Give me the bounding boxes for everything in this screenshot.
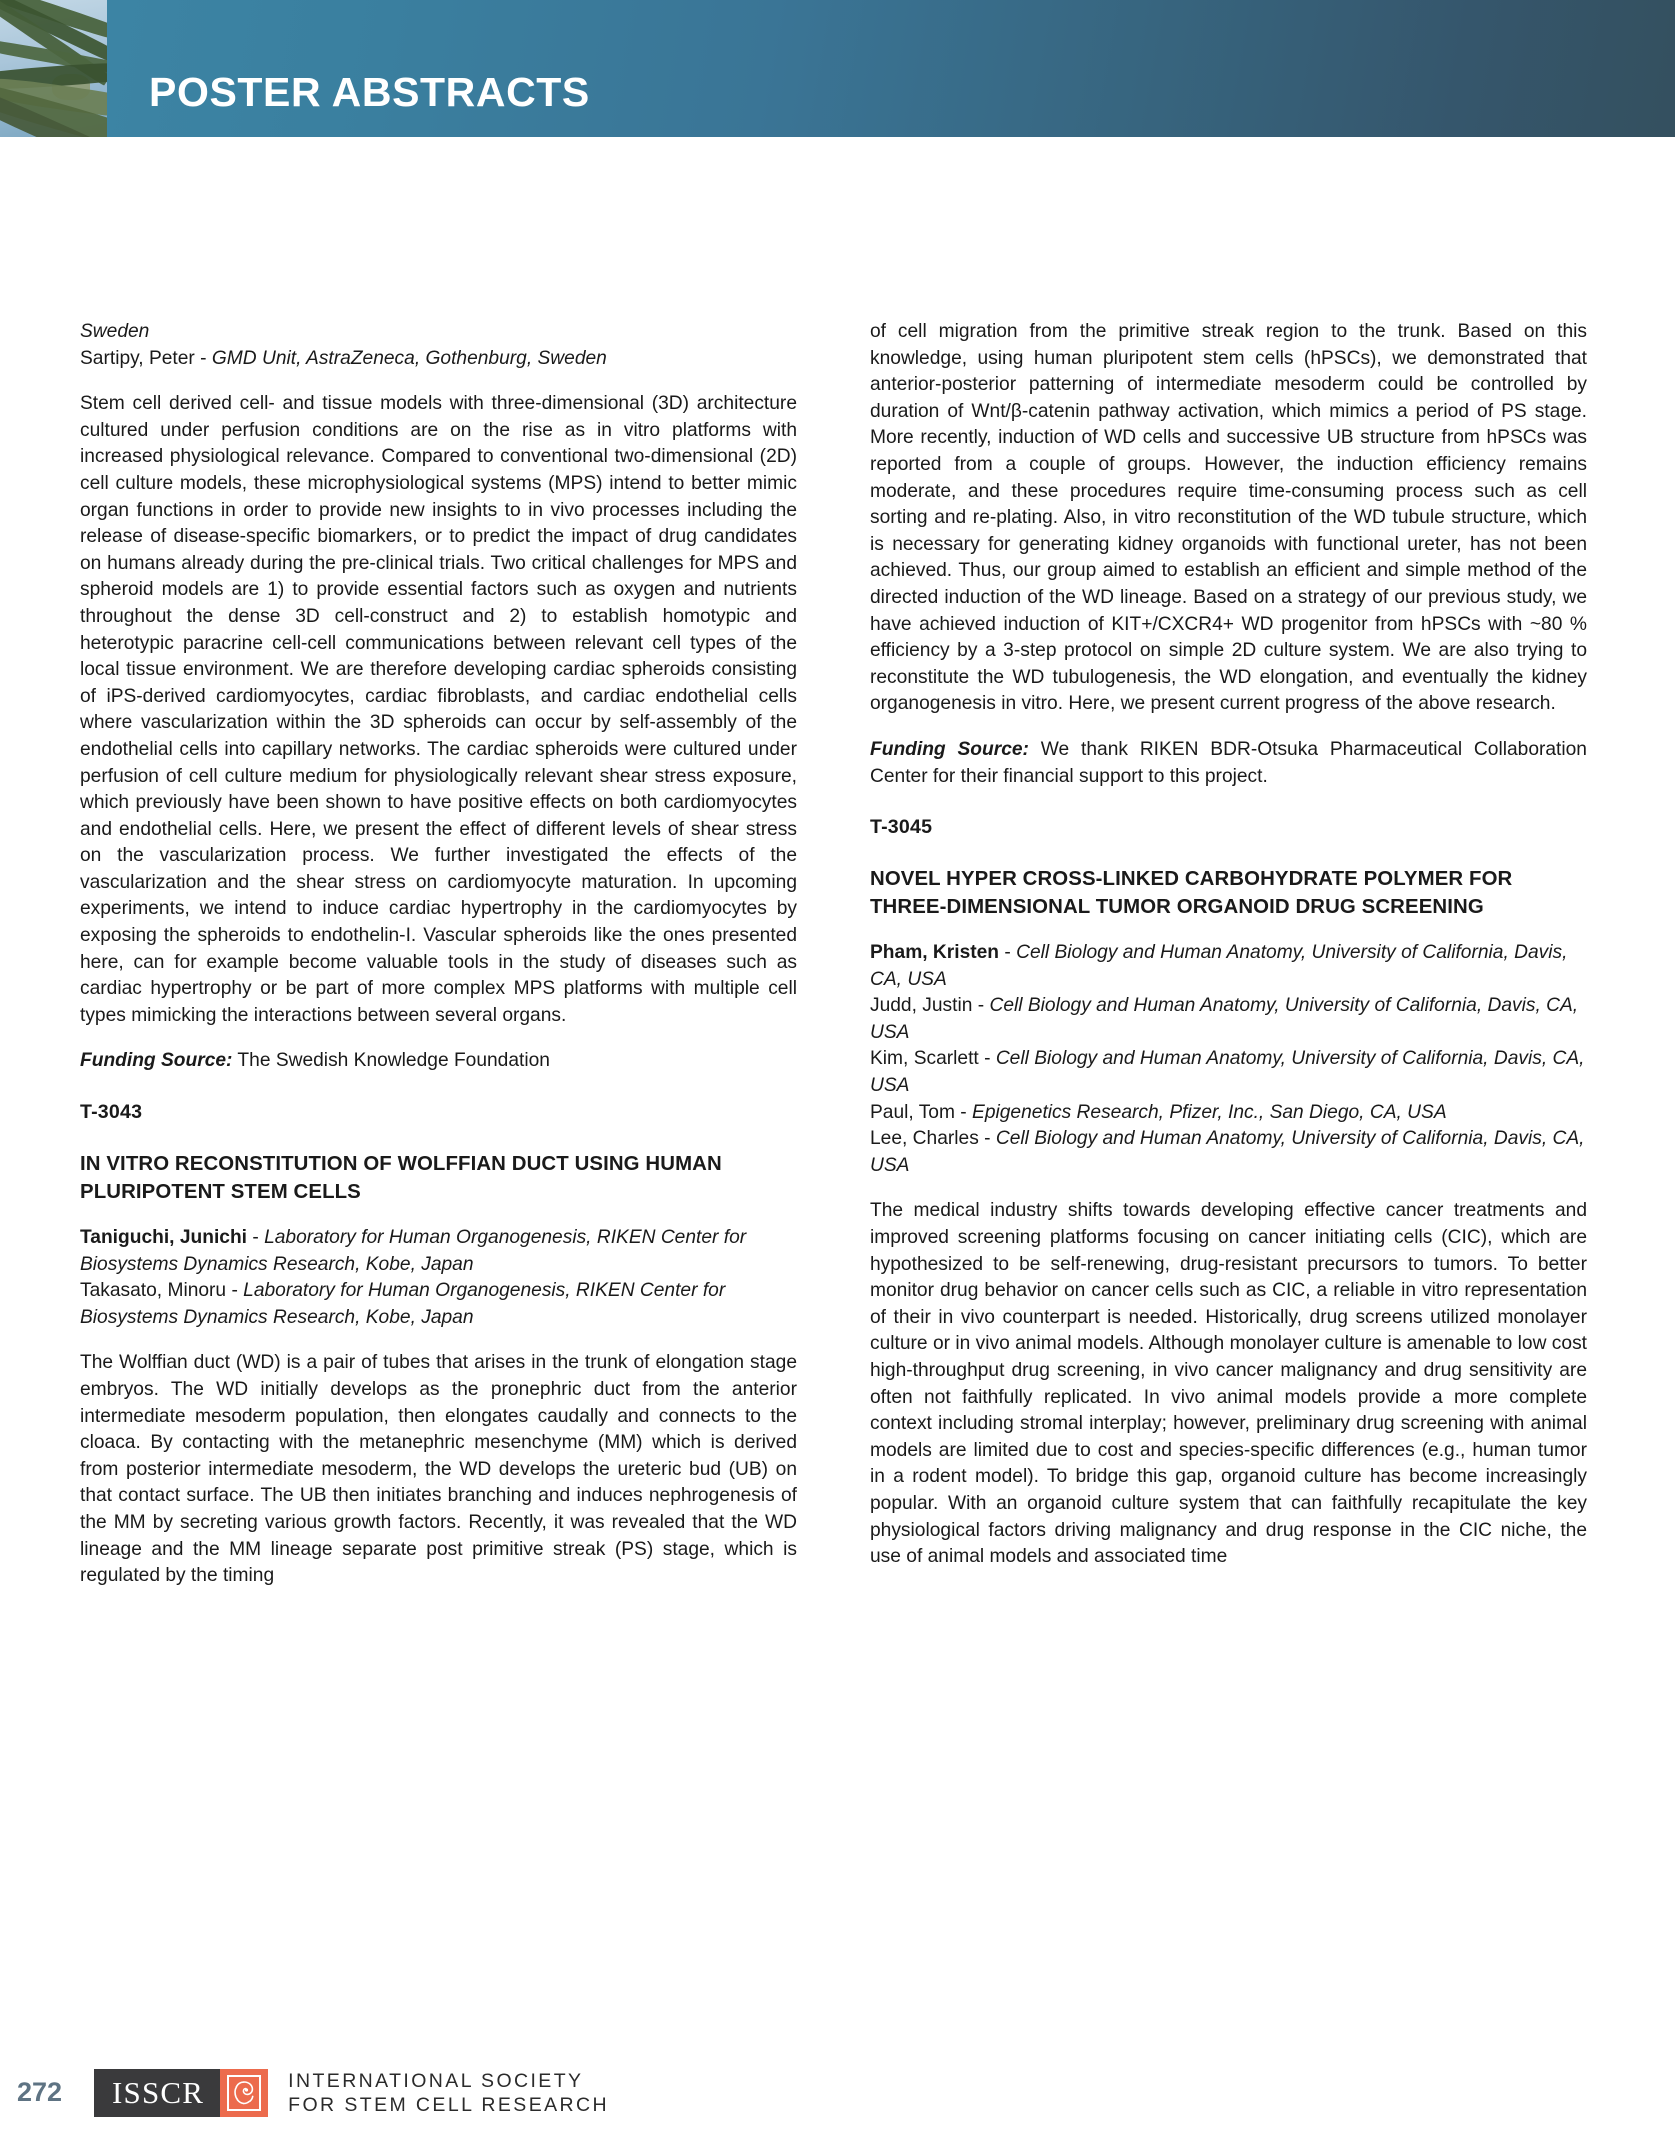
continued-body-paragraph: of cell migration from the primitive streak region to the trunk. Based on this knowledge, using human pluripotent stem cells (hPSCs), we demonstrated that anterior-posterior patterning of intermediate mesoderm could be controlled by duration of Wnt/β-catenin pathway activation, which mimics a period of PS stage. More recently, induction of WD cells and successive UB structure from hPSCs was reported from a couple of groups. However, the induction efficiency remains moderate, and these procedures require time-consuming process such as cell sorting and re-plating. Also, in vitro reconstitution of the WD tubule structure, which is necessary for generating kidney organoids with functional ureter, has not been achieved. Thus, our group aimed to establish an efficient and simple method of the directed induction of the WD lineage. Based on a strategy of our previous study, we have achieved induction of KIT+/CXCR4+ WD progenitor from hPSCs with ~80 % efficiency by a 3-step protocol on simple 2D culture system. We are also trying to reconstitute the WD tubulogenesis, the WD elongation, and eventually the kidney organogenesis in vitro. Here, we present current progress of the above research.	[870, 321, 1587, 715]
spiral-icon	[220, 2069, 268, 2117]
author-affiliation: Epigenetics Research, Pfizer, Inc., San Diego, CA, USA	[972, 1101, 1447, 1123]
left-column	[80, 319, 797, 1959]
author-separator: -	[972, 995, 990, 1017]
funding-source-line	[80, 1048, 797, 1075]
author-affiliation: Cell Biology and Human Anatomy, University of California, Davis, CA, USA	[870, 1128, 1585, 1176]
abstract-title-t3045: NOVEL HYPER CROSS-LINKED CARBOHYDRATE POLYMER FOR THREE-DIMENSIONAL TUMOR ORGANOID DRUG SCREENING	[870, 868, 1513, 918]
author-line	[870, 1046, 1587, 1099]
continued-author-block	[80, 319, 797, 372]
funding-source-text: The Swedish Knowledge Foundation	[232, 1050, 550, 1072]
abstract-id-t3045: T-3045	[870, 816, 933, 839]
page-header-banner	[0, 0, 1675, 137]
author-affiliation: Cell Biology and Human Anatomy, University of California, Davis, CA, USA	[870, 942, 1568, 990]
author-affiliation: Laboratory for Human Organogenesis, RIKEN Center for Biosystems Dynamics Research, Kobe, Japan	[80, 1280, 726, 1328]
author-separator: -	[954, 1101, 973, 1123]
author-name: Paul, Tom	[870, 1101, 955, 1123]
author-line	[870, 993, 1587, 1046]
abstract-body-paragraph: Stem cell derived cell- and tissue models with three-dimensional (3D) architecture cultured under perfusion conditions are on the rise as in vitro platforms with increased physiological relevance. Compared to conventional two-dimensional (2D) cell culture models, these microphysiological systems (MPS) intend to better mimic organ functions in order to provide new insights to in vivo processes including the release of disease-specific biomarkers, or to predict the impact of drug candidates on humans already during the pre-clinical trials. Two critical challenges for MPS and spheroid models are 1) to provide essential factors such as oxygen and nutrients throughout the dense 3D cell-construct and 2) to establish homotypic and heterotypic paracrine cell-cell communications between relevant cell types of the local tissue environment. We are therefore developing cardiac spheroids consisting of iPS-derived cardiomyocytes, cardiac fibroblasts, and cardiac endothelial cells where vascularization within the 3D spheroids can occur by self-assembly of the endothelial cells into capillary networks. The cardiac spheroids were cultured under perfusion of cell culture medium for physiologically relevant shear stress exposure, which previously have been shown to have positive effects on both cardiomyocytes and endothelial cells. Here, we present the effect of different levels of shear stress on the vascularization process. We further investigated the effects of the vascularization and the shear stress on cardiomyocyte maturation. In upcoming experiments, we intend to induce cardiac hypertrophy in the cardiomyocytes by exposing the spheroids to endothelin-I. Vascular spheroids like the ones presented here, can for example become valuable tools in the study of diseases such as cardiac hypertrophy or be part of more complex MPS platforms with multiple cell types mimicking the interactions between several organs.	[80, 393, 797, 1026]
author-affiliation: Laboratory for Human Organogenesis, RIKEN Center for Biosystems Dynamics Research, Kobe, Japan	[80, 1227, 747, 1275]
page-body	[0, 137, 1675, 2150]
author-block-t3045	[870, 940, 1587, 1179]
author-line	[80, 1225, 797, 1278]
author-separator: -	[978, 1048, 996, 1070]
page-footer	[0, 2035, 1675, 2150]
author-name: Taniguchi, Junichi	[80, 1227, 248, 1249]
abstract-body-t3045: The medical industry shifts towards developing effective cancer treatments and improved screening platforms focusing on cancer initiating cells (CIC), which are hypothesized to be self-renewing, drug-resistant precursors to tumors. To better monitor drug behavior on cancer cells such as CIC, a reliable in vitro representation of their in vivo counterpart is needed. Historically, drug screens utilized monolayer culture or in vivo animal models. Although monolayer culture is amenable to low cost high-throughput drug screening, in vivo cancer malignancy and drug sensitivity are often not faithfully replicated. In vivo animal models provide a more complete context including stromal interplay; however, preliminary drug screening with animal models are limited due to cost and species-specific differences (e.g., human tumor in a rodent model). To bridge this gap, organoid culture has become increasingly popular. With an organoid culture system that can faithfully recapitulate the key physiological factors driving malignancy and drug response in the CIC niche, the use of animal models and associated time	[870, 1200, 1587, 1568]
author-separator: -	[978, 1128, 996, 1150]
two-column-layout	[80, 319, 1587, 1959]
right-column	[870, 319, 1587, 1959]
isscr-logo-mark	[94, 2069, 268, 2117]
funding-source-label: Funding Source:	[80, 1050, 233, 1072]
author-name: Sartipy, Peter -	[80, 347, 212, 369]
author-name: Lee, Charles	[870, 1128, 979, 1150]
isscr-wordmark-line2: FOR STEM CELL RESEARCH	[288, 2093, 609, 2116]
banner-gradient-bar	[107, 0, 1675, 137]
author-line	[870, 1126, 1587, 1179]
abstract-title-t3043: IN VITRO RECONSTITUTION OF WOLFFIAN DUCT USING HUMAN PLURIPOTENT STEM CELLS	[80, 1153, 722, 1203]
author-affiliation: Cell Biology and Human Anatomy, University of California, Davis, CA, USA	[870, 1048, 1585, 1097]
author-line	[80, 1278, 797, 1331]
author-separator: -	[226, 1280, 244, 1302]
isscr-logo-wordmark	[288, 2069, 609, 2117]
abstract-body-t3043: The Wolffian duct (WD) is a pair of tubes that arises in the trunk of elongation stage embryos. The WD initially develops as the pronephric duct from the anterior intermediate mesoderm population, then elongates caudally and connects to the cloaca. By contacting with the metanephric mesenchyme (MM) which is derived from posterior intermediate mesoderm, the WD develops the ureteric bud (UB) on that contact surface. The UB then initiates branching and induces nephrogenesis of the MM by secreting various growth factors. Recently, it was revealed that the WD lineage and the MM lineage separate post primitive streak (PS) stage, which is regulated by the timing	[80, 1352, 797, 1587]
isscr-acronym: ISSCR	[94, 2069, 220, 2117]
abstract-id-t3043: T-3043	[80, 1101, 143, 1124]
continued-affiliation-line: Sweden	[80, 321, 150, 342]
author-name: Takasato, Minoru	[80, 1280, 227, 1302]
page-title: POSTER ABSTRACTS	[149, 69, 590, 115]
funding-source-text: We thank RIKEN BDR-Otsuka Pharmaceutical Collaboration Center for their financial support to this project.	[870, 738, 1587, 787]
author-separator: -	[999, 942, 1017, 964]
author-affiliation: GMD Unit, AstraZeneca, Gothenburg, Sweden	[211, 347, 607, 369]
author-line	[870, 940, 1587, 993]
funding-source-line	[870, 737, 1587, 790]
isscr-wordmark-line1: INTERNATIONAL SOCIETY	[288, 2069, 584, 2092]
isscr-logo	[94, 2069, 609, 2117]
palm-tree-photo	[0, 0, 107, 137]
author-block-t3043	[80, 1225, 797, 1331]
author-affiliation: Cell Biology and Human Anatomy, University of California, Davis, CA, USA	[870, 995, 1579, 1043]
author-name: Kim, Scarlett	[870, 1048, 979, 1070]
funding-source-label: Funding Source:	[870, 738, 1029, 760]
page-number: 272	[16, 2077, 62, 2107]
author-name: Pham, Kristen	[870, 942, 1000, 964]
author-name: Judd, Justin	[870, 995, 973, 1017]
author-line	[870, 1100, 1587, 1127]
author-line	[80, 346, 797, 373]
author-separator: -	[247, 1227, 265, 1249]
